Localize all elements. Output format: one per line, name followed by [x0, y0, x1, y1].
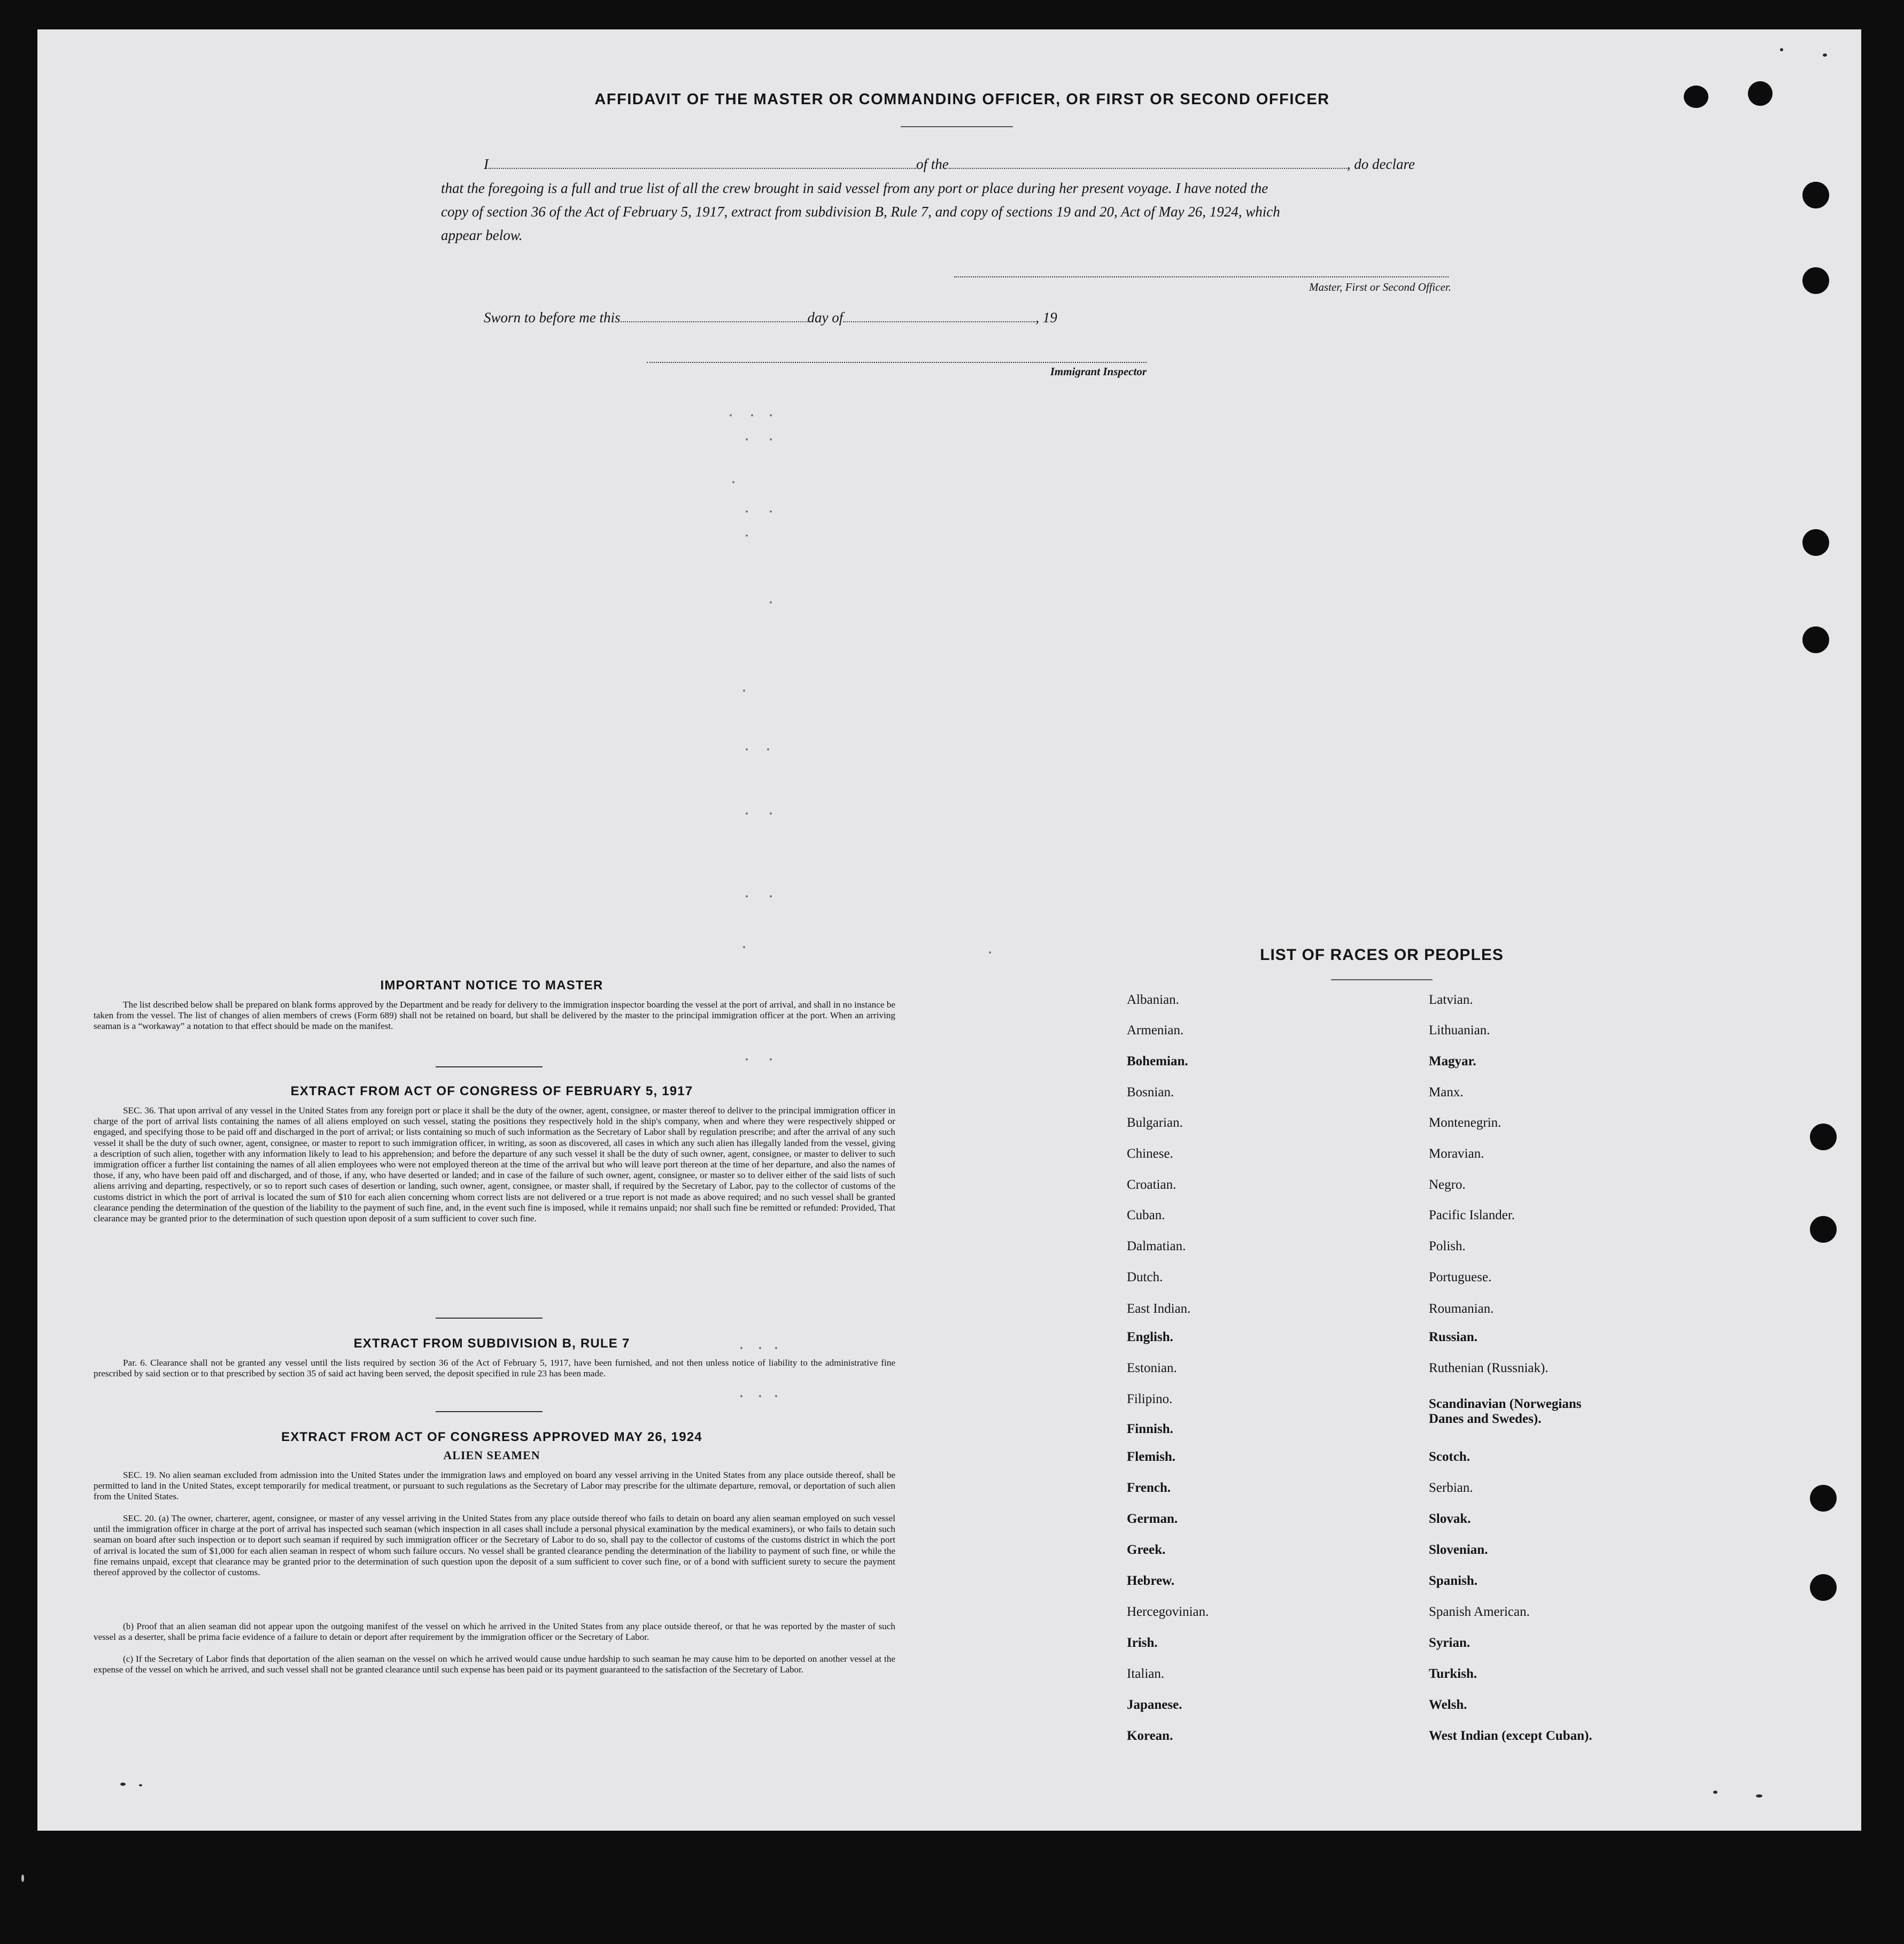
race-item: Pacific Islander.: [1429, 1208, 1515, 1222]
notice-text: The list described below shall be prepared on blank forms approved by the Department and be ready for delivery to the immigration inspector boarding the vessel at the port of arrival, and shall in no instance be taken from the vessel. The list of changes of alien members of crews (Form 689) shall not be retained on board, but shall be delivered by the master to the principal immigration officer at the port. When an arriving seaman is a “workaway” a notation to that effect should be made on the manifest.: [94, 1000, 895, 1032]
sworn-day-blank[interactable]: [621, 309, 808, 322]
race-item: Bohemian.: [1127, 1054, 1188, 1068]
sworn-year: , 19: [1035, 309, 1057, 326]
race-item: Serbian.: [1429, 1481, 1473, 1495]
inspector-caption: Immigrant Inspector: [1050, 365, 1147, 378]
declaration-line-2: that the foregoing is a full and true list of all the crew brought in said vessel from any port or place during her present voyage. I have noted the: [441, 180, 1268, 196]
race-item: Portuguese.: [1429, 1270, 1492, 1284]
race-item: Slovenian.: [1429, 1543, 1488, 1557]
sec20c-text: (c) If the Secretary of Labor finds that deportation of the alien seaman on the vessel on which he arrived would cause undue hardship to such seaman he may cause him to be deported on another vessel at the expense of the vessel on which he arrived, and such vessel shall not be granted clearance until such expense has been paid or its payment guaranteed to the satisfaction of the Secretary of Labor.: [94, 1654, 895, 1675]
notice-title: IMPORTANT NOTICE TO MASTER: [380, 978, 603, 993]
race-item: Italian.: [1127, 1667, 1165, 1681]
speck: [1823, 53, 1827, 57]
speck: [1780, 48, 1783, 51]
race-item: Bosnian.: [1127, 1085, 1174, 1099]
race-item: Syrian.: [1429, 1636, 1470, 1650]
race-item: Moravian.: [1429, 1147, 1484, 1161]
race-item: Finnish.: [1127, 1422, 1173, 1436]
race-item: Estonian.: [1127, 1361, 1177, 1375]
races-title-rule: [1331, 979, 1433, 980]
races-title: LIST OF RACES OR PEOPLES: [1260, 946, 1504, 964]
extract-rule7-text: Par. 6. Clearance shall not be granted any vessel until the lists required by section 36 of the Act of February 5, 1917, have been furnished, and not then unless notice of liability to the administrative fine prescribed by said section or to that prescribed by section 35 of said act having been served, the deposit specified in rule 23 has been made.: [94, 1358, 895, 1379]
race-item: Montenegrin.: [1429, 1116, 1501, 1130]
race-item: Hebrew.: [1127, 1574, 1175, 1588]
race-item: Dutch.: [1127, 1270, 1163, 1284]
declaration-i: I: [484, 156, 489, 172]
sec20a-text: SEC. 20. (a) The owner, charterer, agent, consignee, or master of any vessel arriving in the United States from any place outside thereof who fails to detain on board any alien seaman employed on such vessel until the immigration officer in charge at the port of arrival has inspected such seaman (which inspection in all cases shall include a personal physical examination by the medical examiners), or who fails to detain such seaman on board after such inspection or to deport such seaman if required by such immigration officer or the Secretary of Labor to do so, shall pay to the collector of customs of the customs district in which the port of arrival is located the sum of $1,000 for each alien seaman in respect of whom such failure occurs. No vessel shall be granted clearance pending the determination of the liability to payment of such fine, or while the fine remains unpaid, except that clearance may be granted prior to the determination of such question upon the deposit of a sum sufficient to cover such fine, or of a bond with sufficient surety to secure the payment thereof approved by the collector of customs.: [94, 1513, 895, 1578]
alien-seamen-subtitle: ALIEN SEAMEN: [443, 1449, 540, 1462]
race-item: Slovak.: [1429, 1512, 1471, 1526]
punch-hole: [1748, 81, 1773, 106]
race-item: Latvian.: [1429, 993, 1473, 1007]
title-rule: [901, 126, 1013, 127]
race-item: Japanese.: [1127, 1698, 1182, 1712]
punch-hole: [1810, 1485, 1837, 1512]
punch-hole: [1810, 1574, 1837, 1601]
declaration-of-the: of the: [916, 156, 949, 172]
punch-hole: [1802, 529, 1829, 556]
race-item: Hercegovinian.: [1127, 1605, 1209, 1619]
punch-hole: [1810, 1216, 1837, 1243]
race-item: East Indian.: [1127, 1302, 1191, 1316]
race-item: Polish.: [1429, 1239, 1466, 1253]
speck: [1756, 1794, 1762, 1798]
race-item: Bulgarian.: [1127, 1116, 1183, 1130]
race-item: English.: [1127, 1330, 1173, 1344]
declaration-line-1: [441, 152, 1454, 176]
sworn-day-of: day of: [807, 309, 843, 326]
race-item: Albanian.: [1127, 993, 1179, 1007]
race-item: French.: [1127, 1481, 1171, 1495]
sworn-prefix: Sworn to before me this: [484, 309, 621, 326]
declaration-line-3: copy of section 36 of the Act of February 5, 1917, extract from subdivision B, Rule 7, and copy of sections 19 and 20, Act of May 26, 1924, which: [441, 204, 1280, 220]
declaration-line-4: appear below.: [441, 227, 523, 243]
race-item: Chinese.: [1127, 1147, 1173, 1161]
race-item: Roumanian.: [1429, 1302, 1494, 1316]
master-signature-line[interactable]: [954, 276, 1449, 277]
section-divider: [436, 1318, 543, 1319]
race-item: Ruthenian (Russniak).: [1429, 1361, 1549, 1375]
extract-1917-title: EXTRACT FROM ACT OF CONGRESS OF FEBRUARY 5, 1917: [290, 1084, 693, 1098]
extract-1924-title: EXTRACT FROM ACT OF CONGRESS APPROVED MAY 26, 1924: [281, 1430, 702, 1444]
inspector-signature-line[interactable]: [647, 362, 1147, 363]
race-item: Negro.: [1429, 1178, 1466, 1192]
extract-1917-text: SEC. 36. That upon arrival of any vessel in the United States from any foreign port or place it shall be the duty of the owner, agent, consignee, or master thereof to deliver to the principal immigration officer in charge of the port of arrival lists containing the names of all aliens employed on such vessel, stating the positions they respectively hold in the ship's company, when and where they were respectively shipped or engaged, and specifying those to be paid off and discharged in the port of arrival; or lists containing so much of such information as the Secretary of Labor shall by regulation prescribe; and after the arrival of any such vessel it shall be the duty of such owner, agent, consignee, or master to report to such immigration officer, in writing, as soon as discovered, all cases in which any such alien has illegally landed from the vessel, giving a description of such alien, together with any information likely to lead to his apprehension; and before the departure of any such vessel it shall be the duty of such owner, agent, consignee, or master to deliver to such immigration officer a further list containing the names of all alien employees who were not employed thereon at the time of the arrival but who will leave port thereon at the time of her departure, and also the names of those, if any, who have been paid off and discharged, and of those, if any, who have deserted or landed; and in case of the failure of such owner, agent, consignee, or master so to deliver either of the said lists of such aliens arriving and departing, respectively, or so to report such cases of desertion or landing, such owner, agent, consignee, or master shall, if required by the Secretary of Labor, pay to the collector of customs of the customs district in which the port of arrival is located the sum of $10 for each alien concerning whom correct lists are not delivered or a true report is not made as above required; and no such vessel shall be granted clearance pending the determination of the question of the liability to the payment of such fine, and, in the event such fine is imposed, while it remains unpaid; nor shall such fine be remitted or refunded: Provided, That clearance may be granted prior to the determination of such question upon deposit of a sum sufficient to cover such fine.: [94, 1105, 895, 1224]
race-item: West Indian (except Cuban).: [1429, 1729, 1592, 1743]
master-caption: Master, First or Second Officer.: [1309, 281, 1451, 293]
speck: [139, 1784, 142, 1786]
punch-hole: [1810, 1124, 1837, 1150]
punch-hole: [1802, 182, 1829, 208]
sworn-line: [441, 306, 1454, 330]
punch-hole: [1802, 267, 1829, 294]
race-item: Dalmatian.: [1127, 1239, 1186, 1253]
race-item: Armenian.: [1127, 1023, 1184, 1037]
punch-hole: [1684, 86, 1708, 108]
race-item: Lithuanian.: [1429, 1023, 1490, 1037]
race-item: Korean.: [1127, 1729, 1173, 1743]
race-item: Cuban.: [1127, 1208, 1165, 1222]
affidavit-title: AFFIDAVIT OF THE MASTER OR COMMANDING OFFICER, OR FIRST OR SECOND OFFICER: [594, 91, 1330, 108]
race-item: Scotch.: [1429, 1450, 1470, 1464]
speck: [120, 1783, 126, 1786]
vessel-blank[interactable]: [949, 156, 1347, 169]
name-blank[interactable]: [489, 156, 916, 169]
section-divider: [436, 1411, 543, 1412]
race-item: Magyar.: [1429, 1054, 1476, 1068]
declaration-declare: , do declare: [1346, 156, 1415, 172]
extract-rule7-title: EXTRACT FROM SUBDIVISION B, RULE 7: [353, 1336, 630, 1351]
speck: [1713, 1791, 1717, 1794]
race-item: Russian.: [1429, 1330, 1478, 1344]
race-item: Flemish.: [1127, 1450, 1175, 1464]
race-item: Scandinavian (Norwegians Danes and Swedes).: [1429, 1397, 1582, 1426]
race-item: Filipino.: [1127, 1392, 1173, 1406]
race-item: Greek.: [1127, 1543, 1166, 1557]
speck: [21, 1875, 24, 1882]
sec19-text: SEC. 19. No alien seaman excluded from admission into the United States under the immigration laws and employed on board any vessel arriving in the United States from any place outside thereof, shall be permitted to land in the United States, except temporarily for medical treatment, or pursuant to such regulations as the Secretary of Labor may prescribe for the ultimate departure, removal, or deportation of such alien from the United States.: [94, 1470, 895, 1502]
punch-hole: [1802, 626, 1829, 653]
race-item: Spanish American.: [1429, 1605, 1530, 1619]
race-item: Manx.: [1429, 1085, 1464, 1099]
race-item: Spanish.: [1429, 1574, 1478, 1588]
race-item: Turkish.: [1429, 1667, 1477, 1681]
section-divider: [436, 1066, 543, 1067]
sworn-month-blank[interactable]: [843, 309, 1035, 322]
race-item: German.: [1127, 1512, 1178, 1526]
race-item: Welsh.: [1429, 1698, 1467, 1712]
race-item: Irish.: [1127, 1636, 1158, 1650]
race-item: Croatian.: [1127, 1178, 1177, 1192]
sec20b-text: (b) Proof that an alien seaman did not appear upon the outgoing manifest of the vessel on which he arrived in the United States from any place outside thereof, or that he was reported by the master of such vessel as a deserter, shall be prima facie evidence of a failure to detain or deport after requirement by the immigration officer or the Secretary of Labor.: [94, 1621, 895, 1643]
